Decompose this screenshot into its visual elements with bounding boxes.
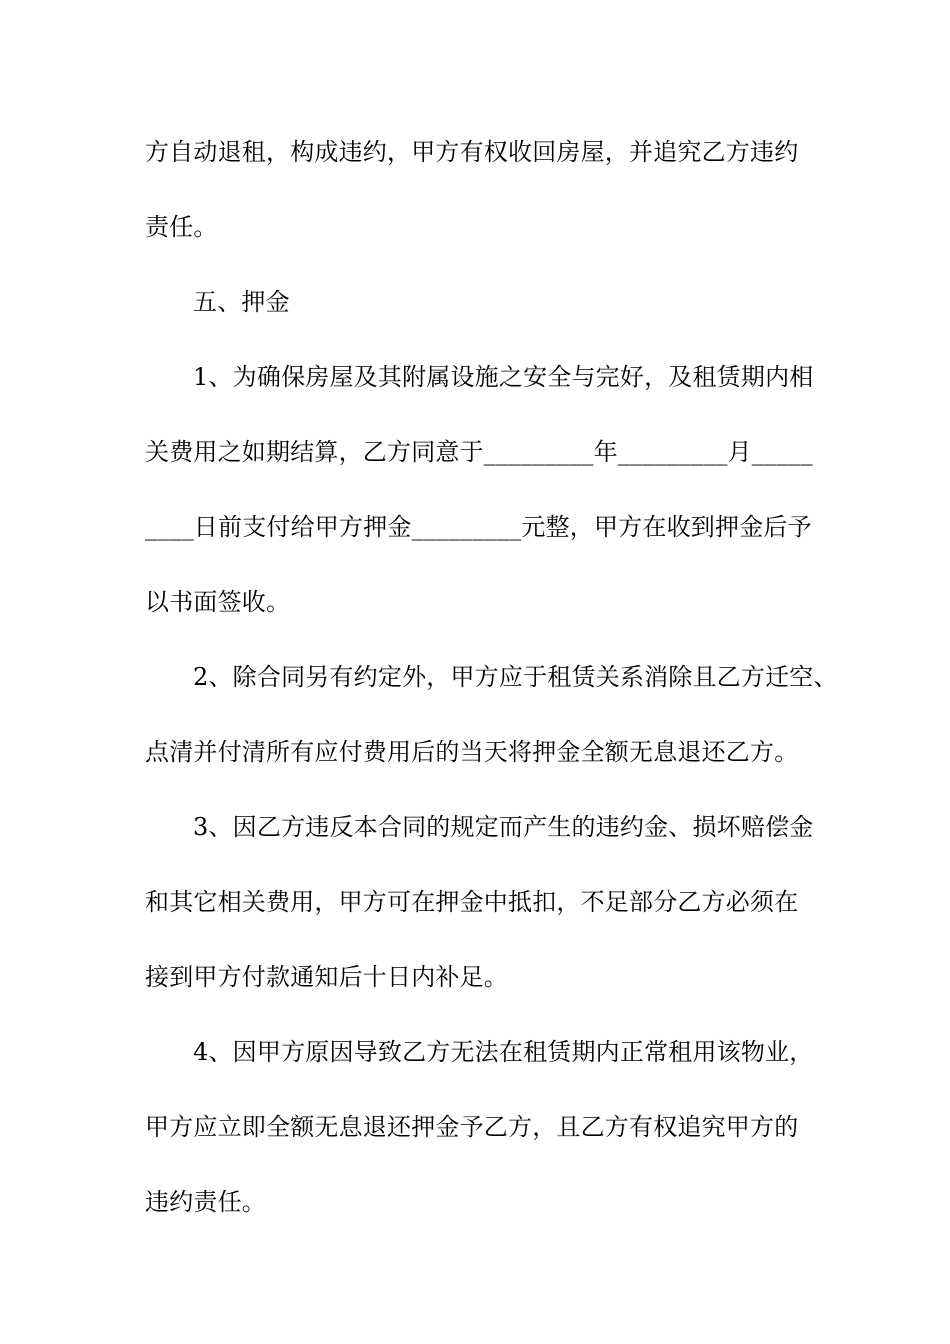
clause-2-line: 2、除合同另有约定外，甲方应于租赁关系消除且乙方迁空、: [193, 663, 838, 691]
clause-1-line: 关费用之如期结算，乙方同意于_________年_________月_____: [145, 438, 813, 466]
clause-2-line: 点清并付清所有应付费用后的当天将押金全额无息退还乙方。: [145, 738, 799, 766]
clause-1-line: ____日前支付给甲方押金_________元整，甲方在收到押金后予: [145, 513, 812, 541]
clause-1-line: 以书面签收。: [145, 588, 291, 616]
clause-3-line: 和其它相关费用，甲方可在押金中抵扣，不足部分乙方必须在: [145, 888, 799, 916]
clause-3-line: 3、因乙方违反本合同的规定而产生的违约金、损坏赔偿金: [193, 813, 814, 841]
clause-4-line: 甲方应立即全额无息退还押金予乙方，且乙方有权追究甲方的: [145, 1113, 799, 1141]
clause-4-line: 4、因甲方原因导致乙方无法在租赁期内正常租用该物业，: [193, 1038, 814, 1066]
text-line: 方自动退租，构成违约，甲方有权收回房屋，并追究乙方违约: [145, 138, 799, 166]
clause-4-line: 违约责任。: [145, 1188, 266, 1216]
section-heading: 五、押金: [193, 288, 290, 316]
clause-1-line: 1、为确保房屋及其附属设施之安全与完好，及租赁期内相: [193, 363, 814, 391]
text-line: 责任。: [145, 213, 218, 241]
clause-3-line: 接到甲方付款通知后十日内补足。: [145, 963, 508, 991]
